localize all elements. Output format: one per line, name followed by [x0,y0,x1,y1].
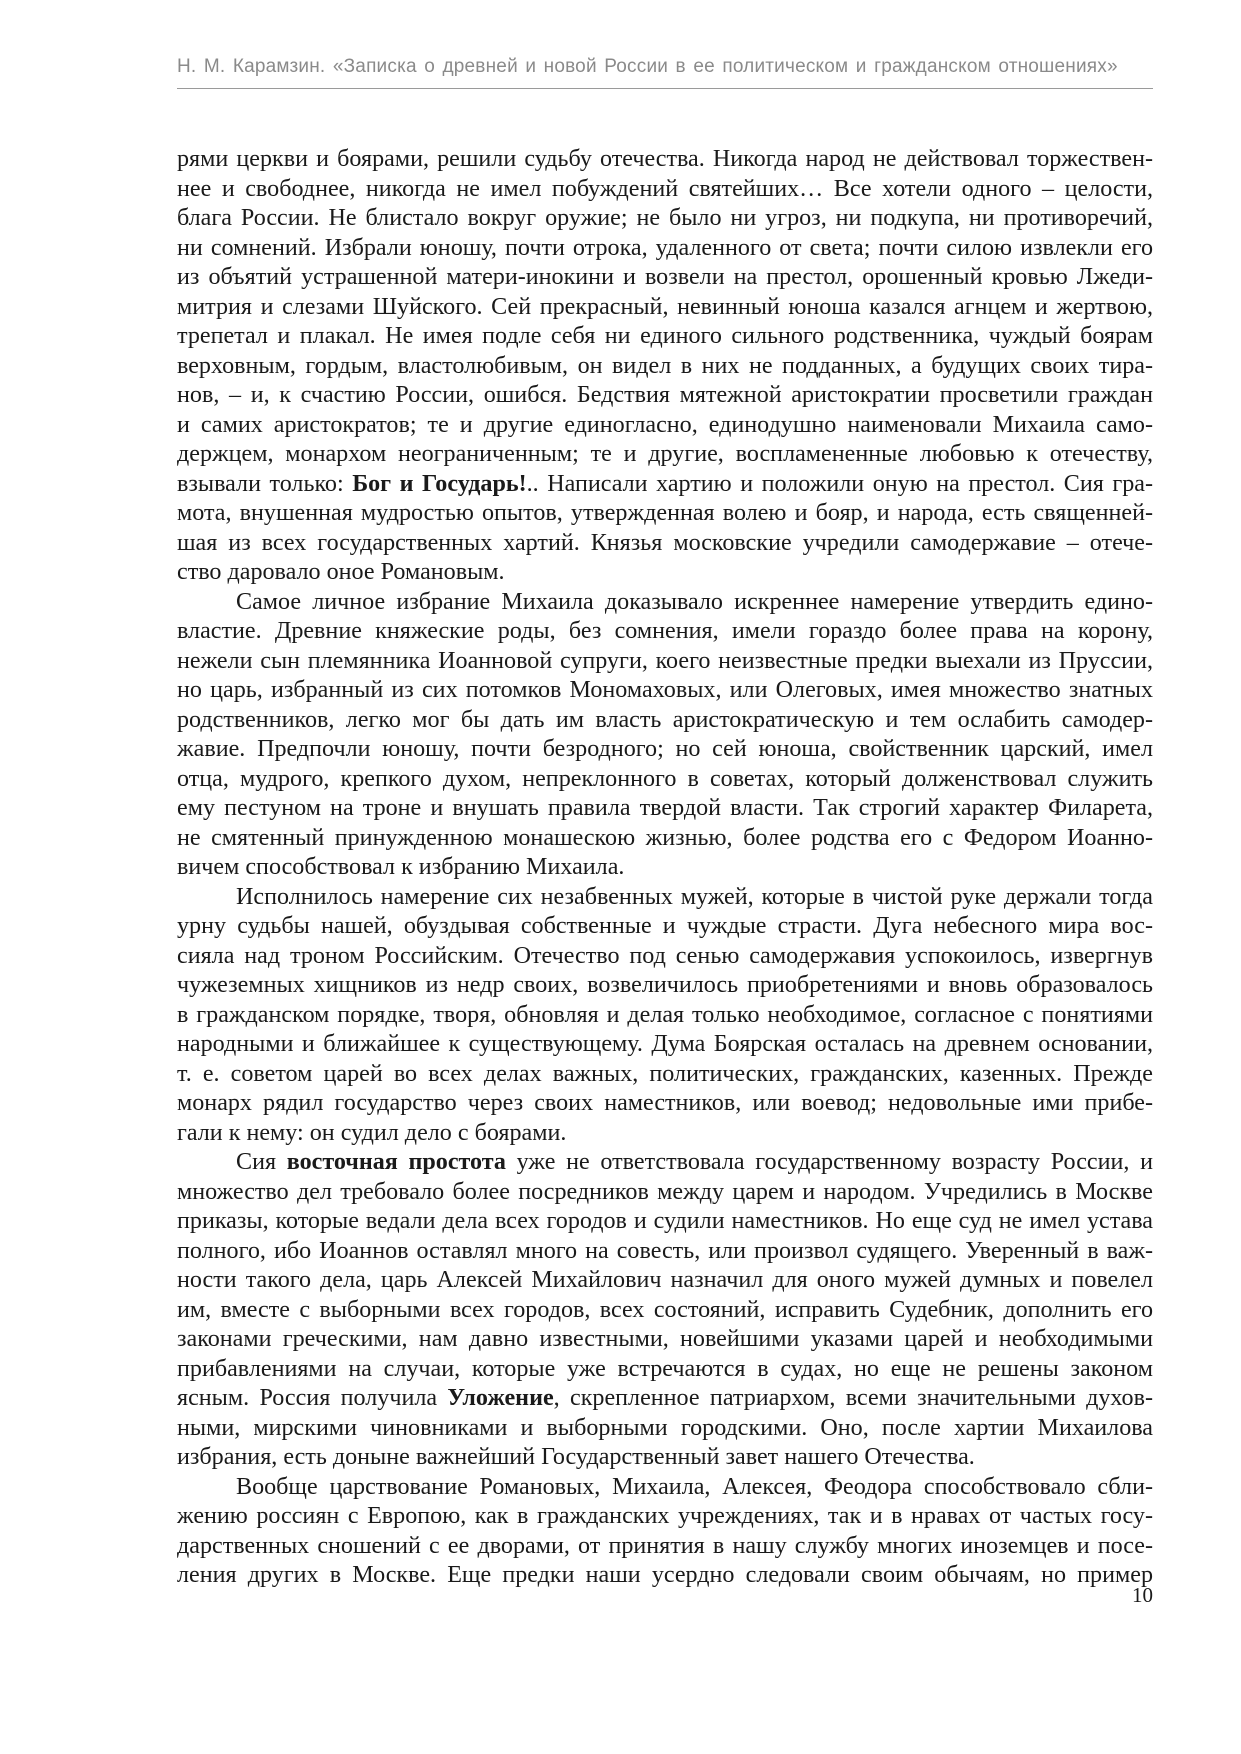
text-run: взывали только: [177,470,353,497]
text-line: т. е. советом царей во всех делах важных, политических, гражданских, казенных. Прежде [177,1060,1153,1087]
text-line: шая из всех государственных хартий. Князья московские учредили самодержавие – отече- [177,529,1153,556]
text-line: им, вместе с выборными всех городов, всех состояний, исправить Судебник, дополнить его [177,1296,1153,1323]
text-line: Вообще царствование Романовых, Михаила, Алексея, Феодора способствовало сбли- [236,1473,1153,1500]
text-line: множество дел требовало более посредников между царем и народом. Учредились в Москве [177,1178,1153,1205]
text-line: родственников, легко мог бы дать им власть аристократическую и тем ослабить самодер- [177,706,1153,733]
text-line: избрания, есть доныне важнейший Государственный завет нашего Отечества. [177,1444,975,1470]
text-line: в гражданском порядке, творя, обновляя и делая только необходимое, согласное с понятиями [177,1001,1153,1028]
text-line: рями церкви и боярами, решили судьбу отечества. Никогда народ не действовал торжествен- [177,146,1153,172]
text-line: ления других в Москве. Еще предки наши усердно следовали своим обычаям, но пример [177,1562,1153,1588]
text-line: держцем, монархом неограниченным; те и другие, воспламененные любовью к отечеству, [177,441,1153,467]
text-line: жавие. Предпочли юношу, почти безродного; но сей юноша, свойственник царский, имел [177,736,1153,762]
text-line: полного, ибо Иоаннов оставлял много на совесть, или произвол судящего. Уверенный в важ- [177,1237,1153,1264]
text-line: приказы, которые ведали дела всех городов и судили наместников. Но еще суд не имел устава [177,1208,1153,1234]
text-line: верховным, гордым, властолюбивым, он видел в них не подданных, а будущих своих тира- [177,352,1153,379]
text-run: уже не ответствовала государственному возрасту России, и [505,1149,1153,1175]
text-line: Исполнилось намерение сих незабвенных мужей, которые в чистой руке держали тогда [236,883,1153,910]
text-line: прибавлениями на случаи, которые уже встречаются в судах, но еще не решены законом [177,1355,1153,1382]
text-line: урну судьбы нашей, обуздывая собственные и чуждые страсти. Дуга небесного мира вос- [177,913,1153,939]
page-number: 10 [1132,1583,1153,1607]
text-line-with-bold [177,470,1153,500]
text-run: .. Написали хартию и положили оную на престол. Сия гра- [526,470,1153,497]
text-line: монарх рядил государство через своих наместников, или воевод; недовольные ими прибе- [177,1090,1153,1116]
text-line: народными и ближайшее к существующему. Дума Боярская осталась на древнем основании, [177,1031,1153,1057]
text-line: отца, мудрого, крепкого духом, непреклонного в советах, который долженствовал служить [177,765,1153,792]
text-run: Сия [236,1149,287,1175]
text-line: Самое личное избрание Михаила доказывало искреннее намерение утвердить едино- [236,588,1153,615]
text-line: чужеземных хищников из недр своих, возвеличилось приобретениями и вновь образовалось [177,972,1153,998]
running-header: Н. М. Карамзин. «Записка о древней и новой России в ее политическом и гражданском отношениях» [177,56,1118,77]
text-line: жению россиян с Европою, как в гражданских учреждениях, так и в нравах от частых госу- [177,1503,1153,1529]
text-line: ности такого дела, царь Алексей Михайлович назначил для оного мужей думных и повелел [177,1267,1153,1293]
text-line: гали к нему: он судил дело с боярами. [177,1119,567,1146]
text-line: нов, – и, к счастию России, ошибся. Бедствия мятежной аристократии просветили граждан [177,382,1153,408]
text-line: вичем способствовал к избранию Михаила. [177,854,625,880]
text-line: ему пестуном на троне и внушать правила твердой власти. Так строгий характер Филарета, [177,795,1153,821]
paragraph-3 [177,883,1153,1149]
text-line-with-bold [177,1148,1153,1178]
text-line: властие. Древние княжеские роды, без сомнения, имели гораздо более права на корону, [177,618,1153,644]
bold-phrase: Бог и Государь! [352,470,527,497]
text-run: , скрепленное патриархом, всеми значительными духов- [553,1385,1153,1411]
text-line: ство даровало оное Романовым. [177,559,505,585]
text-run: ясным. Россия получила [177,1385,448,1411]
text-line: законами греческими, нам давно известными, новейшими указами царей и необходимыми [177,1326,1153,1352]
paragraph-2 [177,588,1153,883]
paragraph-1 [177,145,1153,588]
paragraph-4 [177,1148,1153,1473]
paragraph-5 [177,1473,1153,1591]
text-line: митрия и слезами Шуйского. Сей прекрасный, невинный юноша казался агнцем и жертвою, [177,293,1153,320]
text-line: сияла над троном Российским. Отечество под сенью самодержавия успокоилось, извергнув [177,942,1153,969]
text-line: мота, внушенная мудростью опытов, утвержденная волею и бояр, и народа, есть священней- [177,500,1153,526]
text-line: трепетал и плакал. Не имея подле себя ни единого сильного родственника, чуждый боярам [177,323,1153,349]
body-text [177,145,1153,1591]
bold-phrase: Уложение [447,1385,554,1411]
bold-phrase: восточная простота [286,1149,506,1175]
text-line: дарственных сношений с ее дворами, от принятия в нашу службу многих иноземцев и посе- [177,1532,1153,1559]
text-line: но царь, избранный из сих потомков Мономаховых, или Олеговых, имея множество знатных [177,677,1153,703]
text-line: нежели сын племянника Иоанновой супруги, коего неизвестные предки выехали из Пруссии, [177,647,1153,674]
text-line: ни сомнений. Избрали юношу, почти отрока, удаленного от света; почти силою извлекли его [177,234,1153,261]
text-line: блага России. Не блистало вокруг оружие; не было ни угроз, ни подкупа, ни противоречий, [177,205,1153,231]
text-line: не смятенный принужденною монашескою жизнью, более родства его с Федором Иоанно- [177,824,1153,851]
text-line: ными, мирскими чиновниками и выборными городскими. Оно, после хартии Михаилова [177,1414,1153,1441]
text-line: из объятий устрашенной матери-инокини и возвели на престол, орошенный кровью Лжеди- [177,264,1153,290]
text-line: и самих аристократов; те и другие единогласно, единодушно наименовали Михаила само- [177,411,1153,438]
text-line-with-bold [177,1384,1153,1414]
text-line: нее и свободнее, никогда не имел побуждений святейших… Все хотели одного – целости, [177,175,1153,202]
header-rule [177,88,1153,89]
